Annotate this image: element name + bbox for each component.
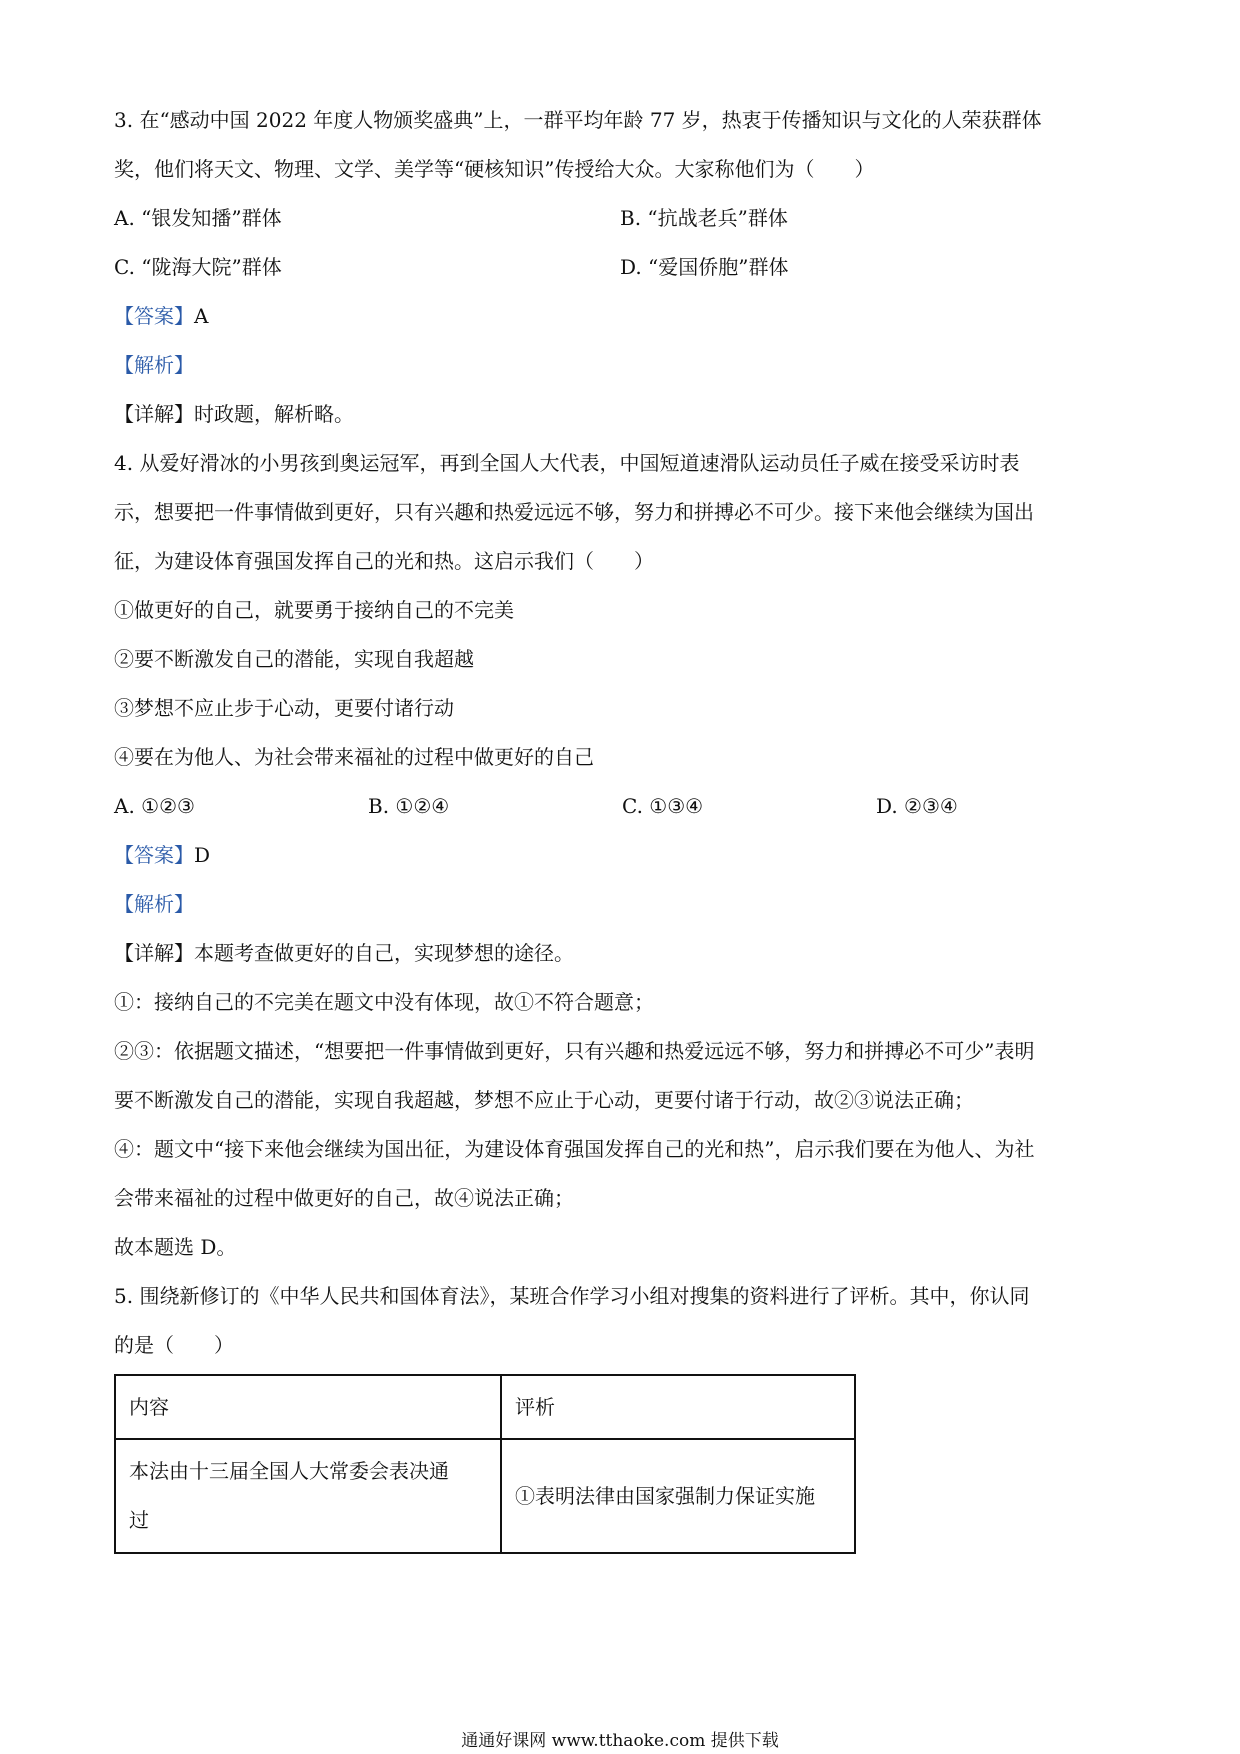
q4-detail <box>114 929 1134 978</box>
q4-stem-line3: 征，为建设体育强国发挥自己的光和热。这启示我们（ ） <box>114 549 654 573</box>
q4-explain-4: ④：题文中“接下来他会继续为国出征，为建设体育强国发挥自己的光和热”，启示我们要在为他人、为社 <box>114 1137 1035 1161</box>
table-cell-content <box>115 1439 501 1553</box>
q4-explain-5: 会带来福祉的过程中做更好的自己，故④说法正确； <box>114 1186 574 1210</box>
q4-answer-value: D <box>194 843 211 867</box>
q5-table <box>114 1374 856 1554</box>
answer-tag: 【答案】 <box>114 843 194 867</box>
q4-statement-1: ①做更好的自己，就要勇于接纳自己的不完美 <box>114 598 514 622</box>
q4-explain-6: 故本题选 D。 <box>114 1235 237 1259</box>
q4-answer <box>114 831 1134 880</box>
q4-stem-line2: 示，想要把一件事情做到更好，只有兴趣和热爱远远不够，努力和拼搏必不可少。接下来他会继续为国出 <box>114 500 1034 524</box>
q3-options-row1 <box>114 194 1134 243</box>
detail-tag: 【详解】 <box>114 941 194 965</box>
table-cell-content-line2: 过 <box>129 1508 149 1532</box>
q3-answer-value: A <box>194 304 209 328</box>
table-cell-comment: ①表明法律由国家强制力保证实施 <box>501 1439 855 1553</box>
q4-options-row <box>114 782 1134 831</box>
q3-option-d: D. “爱国侨胞”群体 <box>620 255 789 279</box>
q3-analysis-tag: 【解析】 <box>114 353 194 377</box>
document-page <box>114 96 1134 1554</box>
q4-option-a: A. ①②③ <box>114 794 195 818</box>
detail-tag: 【详解】 <box>114 402 194 426</box>
q3-detail-text: 时政题，解析略。 <box>194 402 354 426</box>
table-cell-content-line1: 本法由十三届全国人大常委会表决通 <box>129 1459 449 1483</box>
q4-detail-text: 本题考查做更好的自己，实现梦想的途径。 <box>194 941 574 965</box>
q3-option-c: C. “陇海大院”群体 <box>114 255 282 279</box>
q5-stem-line1: 5. 围绕新修订的《中华人民共和国体育法》，某班合作学习小组对搜集的资料进行了评析。其中，你认同 <box>114 1284 1030 1308</box>
q4-explain-3: 要不断激发自己的潜能，实现自我超越，梦想不应止于心动，更要付诸于行动，故②③说法正确； <box>114 1088 974 1112</box>
q4-analysis-tag: 【解析】 <box>114 892 194 916</box>
q3-option-b: B. “抗战老兵”群体 <box>620 206 788 230</box>
q3-options-row2 <box>114 243 1134 292</box>
q4-statement-4: ④要在为他人、为社会带来福祉的过程中做更好的自己 <box>114 745 594 769</box>
q4-statement-3: ③梦想不应止步于心动，更要付诸行动 <box>114 696 454 720</box>
table-header-comment: 评析 <box>501 1375 855 1439</box>
answer-tag: 【答案】 <box>114 304 194 328</box>
q4-option-d: D. ②③④ <box>876 794 958 818</box>
q4-stem-line1: 4. 从爱好滑冰的小男孩到奥运冠军，再到全国人大代表，中国短道速滑队运动员任子威在接受采访时表 <box>114 451 1020 475</box>
table-header-content: 内容 <box>115 1375 501 1439</box>
q4-statement-2: ②要不断激发自己的潜能，实现自我超越 <box>114 647 474 671</box>
q3-detail <box>114 390 1134 439</box>
footer-watermark: 通通好课网 www.tthaoke.com 提供下载 <box>461 1731 779 1751</box>
q4-option-b: B. ①②④ <box>368 794 450 818</box>
q3-answer <box>114 292 1134 341</box>
table-row <box>115 1439 855 1553</box>
table-header-row <box>115 1375 855 1439</box>
q4-explain-2: ②③：依据题文描述，“想要把一件事情做到更好，只有兴趣和热爱远远不够，努力和拼搏必不可少”表明 <box>114 1039 1035 1063</box>
q5-stem-line2: 的是（ ） <box>114 1333 234 1357</box>
q4-explain-1: ①：接纳自己的不完美在题文中没有体现，故①不符合题意； <box>114 990 654 1014</box>
q3-stem-line2: 奖，他们将天文、物理、文学、美学等“硬核知识”传授给大众。大家称他们为（ ） <box>114 157 875 181</box>
q3-option-a: A. “银发知播”群体 <box>114 206 282 230</box>
q4-option-c: C. ①③④ <box>622 794 704 818</box>
q3-stem-line1: 3. 在“感动中国 2022 年度人物颁奖盛典”上，一群平均年龄 77 岁，热衷于传播知识与文化的人荣获群体 <box>114 108 1042 132</box>
